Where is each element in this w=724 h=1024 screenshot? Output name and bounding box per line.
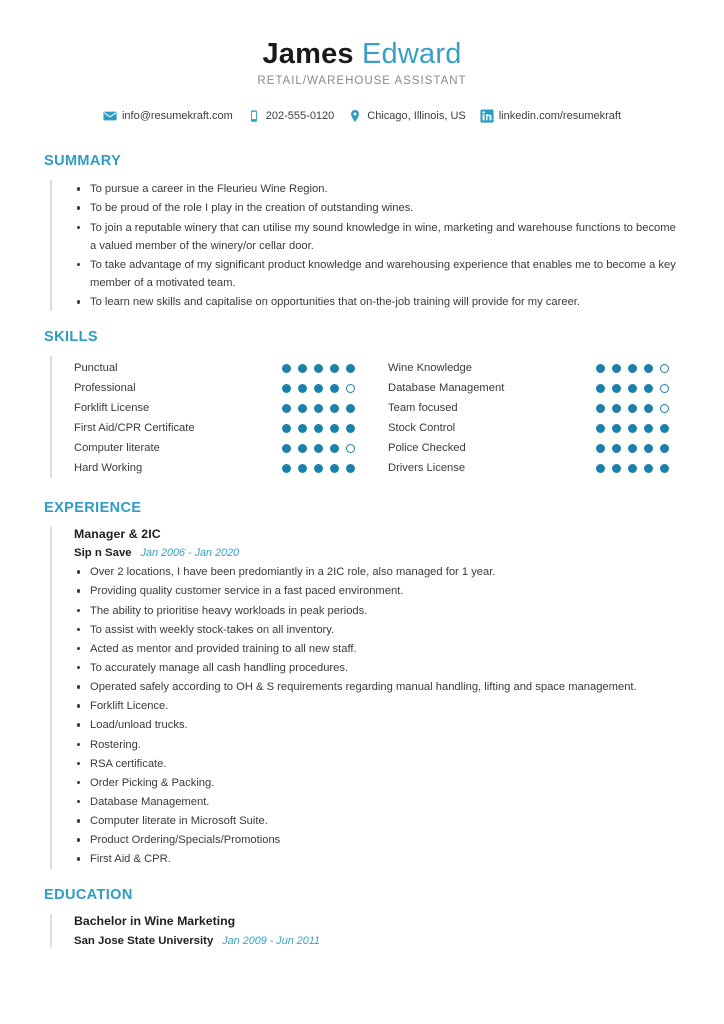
- skill-name: Punctual: [74, 362, 118, 375]
- rating-dot-filled: [330, 424, 339, 433]
- list-item: Forklift Licence.: [90, 697, 680, 715]
- education-section: [44, 887, 680, 947]
- summary-title: SUMMARY: [44, 153, 122, 170]
- skill-rating: [282, 384, 366, 393]
- rating-dot-filled: [644, 444, 653, 453]
- list-item: To assist with weekly stock-takes on all inventory.: [90, 621, 680, 639]
- rating-dot-filled: [644, 464, 653, 473]
- rating-dot-filled: [628, 444, 637, 453]
- resume-header: [44, 38, 680, 87]
- rating-dot-filled: [596, 384, 605, 393]
- list-item: Rostering.: [90, 736, 680, 754]
- skill-row: [74, 418, 366, 438]
- contact-location-text: Chicago, Illinois, US: [367, 110, 466, 123]
- rating-dot-filled: [314, 364, 323, 373]
- experience-list: [74, 563, 680, 868]
- list-item: Load/unload trucks.: [90, 716, 680, 734]
- education-title: EDUCATION: [44, 886, 133, 903]
- rating-dot-filled: [346, 424, 355, 433]
- summary-body: [50, 180, 680, 311]
- rating-dot-filled: [330, 404, 339, 413]
- skill-name: Forklift License: [74, 402, 150, 415]
- rating-dot-filled: [330, 464, 339, 473]
- phone-icon: [247, 109, 261, 123]
- rating-dot-filled: [628, 404, 637, 413]
- rating-dot-filled: [298, 404, 307, 413]
- skill-rating: [596, 384, 680, 393]
- skill-name: Hard Working: [74, 462, 143, 475]
- rating-dot-filled: [330, 384, 339, 393]
- summary-section: [44, 153, 680, 311]
- list-item: First Aid & CPR.: [90, 850, 680, 868]
- skills-column-right: [366, 358, 680, 478]
- skill-rating: [282, 404, 366, 413]
- rating-dot-empty: [660, 404, 669, 413]
- education-dates: Jan 2009 - Jun 2011: [222, 934, 320, 947]
- list-item: The ability to prioritise heavy workloads in peak periods.: [90, 602, 680, 620]
- skill-row: [74, 398, 366, 418]
- rating-dot-filled: [660, 424, 669, 433]
- rating-dot-filled: [282, 404, 291, 413]
- skill-name: Database Management: [388, 382, 505, 395]
- rating-dot-filled: [644, 384, 653, 393]
- education-meta: [74, 935, 680, 947]
- skill-row: [388, 458, 680, 478]
- rating-dot-filled: [298, 384, 307, 393]
- skill-row: [74, 378, 366, 398]
- skill-rating: [596, 444, 680, 453]
- skill-rating: [596, 424, 680, 433]
- experience-dates: Jan 2006 - Jan 2020: [140, 547, 240, 560]
- list-item: Order Picking & Packing.: [90, 774, 680, 792]
- rating-dot-filled: [314, 464, 323, 473]
- list-item: To pursue a career in the Fleurieu Wine Region.: [90, 180, 680, 198]
- experience-entry: [52, 527, 680, 868]
- rating-dot-filled: [314, 444, 323, 453]
- experience-body: [50, 527, 680, 868]
- skill-row: [74, 358, 366, 378]
- list-item: To learn new skills and capitalise on opportunities that on-the-job training will provide for my career.: [90, 293, 680, 311]
- education-degree: Bachelor in Wine Marketing: [74, 913, 236, 928]
- rating-dot-filled: [644, 404, 653, 413]
- education-body: [50, 914, 680, 947]
- skill-rating: [596, 364, 680, 373]
- rating-dot-filled: [596, 464, 605, 473]
- skill-rating: [596, 464, 680, 473]
- skills-body: [50, 356, 680, 478]
- skill-name: Professional: [74, 382, 136, 395]
- experience-meta: [74, 547, 680, 559]
- rating-dot-filled: [596, 424, 605, 433]
- education-entry: [52, 914, 680, 947]
- list-item: RSA certificate.: [90, 755, 680, 773]
- list-item: To join a reputable winery that can utilise my sound knowledge in wine, marketing and warehouse functions to become a valued member of the winery/or cellar door.: [90, 219, 680, 255]
- skills-column-left: [52, 358, 366, 478]
- rating-dot-filled: [346, 404, 355, 413]
- contact-phone[interactable]: [247, 109, 335, 123]
- experience-title: EXPERIENCE: [44, 500, 142, 517]
- skill-rating: [282, 424, 366, 433]
- contact-row: [44, 109, 680, 123]
- list-item: Operated safely according to OH & S requirements regarding manual handling, lifting and space management.: [90, 678, 680, 696]
- list-item: Over 2 locations, I have been predomiantly in a 2IC role, also managed for 1 year.: [90, 563, 680, 581]
- rating-dot-filled: [314, 404, 323, 413]
- rating-dot-filled: [644, 424, 653, 433]
- rating-dot-filled: [612, 444, 621, 453]
- rating-dot-filled: [314, 384, 323, 393]
- rating-dot-filled: [612, 424, 621, 433]
- rating-dot-filled: [612, 384, 621, 393]
- summary-list: [52, 180, 680, 311]
- rating-dot-filled: [282, 464, 291, 473]
- contact-phone-text: 202-555-0120: [265, 110, 335, 123]
- list-item: Acted as mentor and provided training to all new staff.: [90, 640, 680, 658]
- list-item: Computer literate in Microsoft Suite.: [90, 812, 680, 830]
- skill-row: [388, 398, 680, 418]
- skill-rating: [282, 364, 366, 373]
- skills-title: SKILLS: [44, 329, 98, 346]
- rating-dot-filled: [282, 444, 291, 453]
- rating-dot-filled: [282, 384, 291, 393]
- list-item: To take advantage of my significant product knowledge and warehousing experience that enables me to become a key member of a motivated team.: [90, 256, 680, 292]
- skill-name: Computer literate: [74, 442, 160, 455]
- rating-dot-filled: [282, 424, 291, 433]
- candidate-name: [44, 38, 680, 71]
- rating-dot-filled: [282, 364, 291, 373]
- contact-linkedin[interactable]: [480, 109, 621, 123]
- list-item: Database Management.: [90, 793, 680, 811]
- rating-dot-filled: [628, 364, 637, 373]
- candidate-job-title: RETAIL/WAREHOUSE ASSISTANT: [257, 75, 467, 88]
- skill-name: Stock Control: [388, 422, 456, 435]
- skill-name: Team focused: [388, 402, 458, 415]
- rating-dot-filled: [660, 444, 669, 453]
- rating-dot-filled: [298, 424, 307, 433]
- contact-location[interactable]: [348, 109, 465, 123]
- skills-section: [44, 329, 680, 478]
- rating-dot-filled: [298, 364, 307, 373]
- list-item: Providing quality customer service in a fast paced environment.: [90, 582, 680, 600]
- skill-rating: [282, 464, 366, 473]
- skill-name: First Aid/CPR Certificate: [74, 422, 195, 435]
- experience-role: Manager & 2IC: [74, 527, 161, 542]
- skill-name: Police Checked: [388, 442, 466, 455]
- skill-rating: [596, 404, 680, 413]
- rating-dot-filled: [346, 364, 355, 373]
- rating-dot-filled: [612, 404, 621, 413]
- rating-dot-empty: [660, 364, 669, 373]
- rating-dot-filled: [644, 364, 653, 373]
- linkedin-icon: [480, 109, 494, 123]
- list-item: To accurately manage all cash handling procedures.: [90, 659, 680, 677]
- rating-dot-empty: [346, 444, 355, 453]
- skill-row: [388, 358, 680, 378]
- skill-name: Wine Knowledge: [388, 362, 472, 375]
- rating-dot-filled: [628, 424, 637, 433]
- contact-email-text: info@resumekraft.com: [121, 110, 233, 123]
- skill-row: [74, 458, 366, 478]
- rating-dot-filled: [330, 364, 339, 373]
- rating-dot-filled: [314, 424, 323, 433]
- skill-row: [388, 438, 680, 458]
- skill-name: Drivers License: [388, 462, 466, 475]
- email-icon: [103, 109, 117, 123]
- rating-dot-filled: [660, 464, 669, 473]
- candidate-first-name: James: [262, 38, 354, 70]
- education-school: San Jose State University: [74, 934, 214, 947]
- experience-section: [44, 500, 680, 868]
- rating-dot-filled: [330, 444, 339, 453]
- contact-linkedin-text: linkedin.com/resumekraft: [498, 110, 622, 123]
- list-item: Product Ordering/Specials/Promotions: [90, 831, 680, 849]
- rating-dot-filled: [628, 464, 637, 473]
- list-item: To be proud of the role I play in the creation of outstanding wines.: [90, 199, 680, 217]
- rating-dot-empty: [660, 384, 669, 393]
- experience-company: Sip n Save: [74, 547, 132, 560]
- skill-row: [388, 378, 680, 398]
- rating-dot-filled: [298, 464, 307, 473]
- skill-rating: [282, 444, 366, 453]
- contact-email[interactable]: [103, 109, 233, 123]
- rating-dot-filled: [612, 464, 621, 473]
- rating-dot-filled: [298, 444, 307, 453]
- location-icon: [348, 109, 362, 123]
- rating-dot-filled: [596, 364, 605, 373]
- rating-dot-filled: [628, 384, 637, 393]
- rating-dot-filled: [596, 444, 605, 453]
- skill-row: [388, 418, 680, 438]
- rating-dot-filled: [612, 364, 621, 373]
- candidate-last-name: Edward: [362, 38, 462, 70]
- rating-dot-empty: [346, 384, 355, 393]
- rating-dot-filled: [346, 464, 355, 473]
- skill-row: [74, 438, 366, 458]
- rating-dot-filled: [596, 404, 605, 413]
